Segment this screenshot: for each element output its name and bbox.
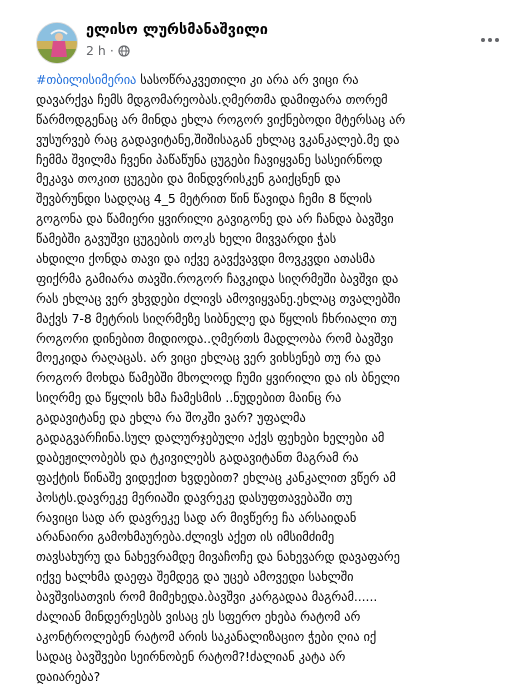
author-avatar[interactable] — [36, 22, 78, 64]
post-time[interactable]: 2 h — [86, 43, 106, 58]
post-line: სადაც ბავშვები სეირნობენ რატომ?!ძალიან კატა არ — [36, 648, 346, 664]
post-line: მოეკიდა რაღაცას. არ ვიცი ეხლაც ვერ ვიხსენებ თუ რა და — [36, 350, 381, 366]
post-line: გადაგვარჩინა.სულ დალურჯებული აქვს ფეხები ხელები ამ — [36, 430, 385, 446]
post-line: ჩემმა შვილმა ჩვენი პაწაწუნა ცუგები ჩავიყვანე სასეირნოდ — [36, 151, 383, 167]
post-line: შევბრუნდი სადღაც 4_5 მეტრით წინ წავიდა ჩემი 8 წლის — [36, 191, 373, 207]
post-line: მეკავა თოკით ცუგები და მინდვრისკენ გაიქცნენ და — [36, 171, 341, 187]
post-line-text: სასოწრაკვეთილი კი არა არ ვიცი რა — [136, 72, 359, 87]
meta-separator: · — [109, 43, 114, 58]
post-line: ფიქრმა გამიარა თავში.როგორ ჩავკიდა სიღრმეში ბავშვი და — [36, 270, 399, 286]
more-options-button[interactable] — [476, 30, 504, 50]
post-line: იქვე ხალხმა დაეფა შემდეგ და უცებ ამოვედი სახლში — [36, 569, 354, 585]
post-line: ახდილი ქონდა თავი და იქვე გავქვავდი მოვკვდი ათასმა — [36, 251, 376, 267]
post-line: ძალიან მინდერესებს ვისაც ეს სფერო ეხება რატომ არ — [36, 609, 361, 625]
post-line: პოსტს.დავრეკე მერიაში დავრეკე დასუფთავებაში თუ — [36, 489, 353, 505]
post-line: ბავშვისათვის რომ მიმეხედა.ბავშვი კარგადაა მაგრამ...... — [36, 589, 378, 605]
post-line — [36, 70, 522, 90]
post-line: დაბეჟილობებს და ტკივილებს გადავიტანთ მაგრამ რა — [36, 449, 359, 465]
post-line: თავსახურუ და ნახევრამდე მივაჩოჩე და ნახევარდ დავაფარე — [36, 549, 400, 565]
post-line: დავარქვა ჩემს მდგომარეობას.ღმერთმა დამიფარა თორემ — [36, 91, 388, 107]
author-name[interactable]: ელისო ლურსმანაშვილი — [86, 22, 268, 38]
post-line: ფაქტის წინაშე ვიდექით ხვდებით? ეხლაც კანკალით ვწერ ამ — [36, 469, 396, 485]
avatar-photo — [37, 23, 77, 63]
post-line: რას ეხლაც ვერ ვხვდები ძლივს ამოვიყვანე.ეხლაც თვალებში — [36, 290, 401, 306]
post-header — [0, 0, 531, 60]
post-line: როგორი დინებით მიდიოდა..ღმერთს მადლობა რომ ბავშვი — [36, 330, 394, 346]
post-line: მაქვს 7-8 მეტრის სიღრმეზე სიბნელე და წყლის ჩხრიალი თუ — [36, 310, 397, 326]
post-line: ვუსურვებ რაც გადავიტანე,შიშისაგან ეხლაც ვკანკალებ.მე და — [36, 131, 400, 147]
post-line: აკონტროლებენ რატომ არის საკანალიზაციო ჭები ღია იქ — [36, 628, 377, 644]
post-line: არანაირი გამოხმაურება.ძლივს აქეთ ის იმსიმძიმე — [36, 529, 335, 545]
post-text — [36, 70, 522, 687]
post-line: გოგონა და წამიერი ყვირილი გავიგონე და არ ჩანდა ბავშვი — [36, 211, 394, 227]
more-options-icon — [481, 38, 485, 42]
post-line: გადავიტანე და ეხლა რა შოკში ვარ? უფალმა — [36, 410, 306, 426]
hashtag-link[interactable]: #თბილისიმერია — [36, 72, 137, 87]
post-line: რავიცი სად არ დავრეკე სად არ მივწერე ჩა არსაიდან — [36, 509, 357, 525]
post-line: დაიარება? — [36, 668, 101, 684]
post-line: წარმოდგენაც არ მინდა ეხლა როგორ ვიქნებოდი მტერსაც არ — [36, 111, 406, 127]
post-line: წამებში გავუშვი ცუგების თოკს ხელი მივვარდი ჭას — [36, 231, 337, 247]
globe-icon[interactable] — [118, 45, 130, 57]
post-meta — [86, 43, 130, 58]
post-line: სიღრმე და წყლის ხმა ჩამესმის ..ნუდებით მაინც რა — [36, 390, 342, 406]
post-line: როგორ მოხდა წამებში მხოლოდ ჩუმი ყვირილი და ის ბნელი — [36, 370, 400, 386]
